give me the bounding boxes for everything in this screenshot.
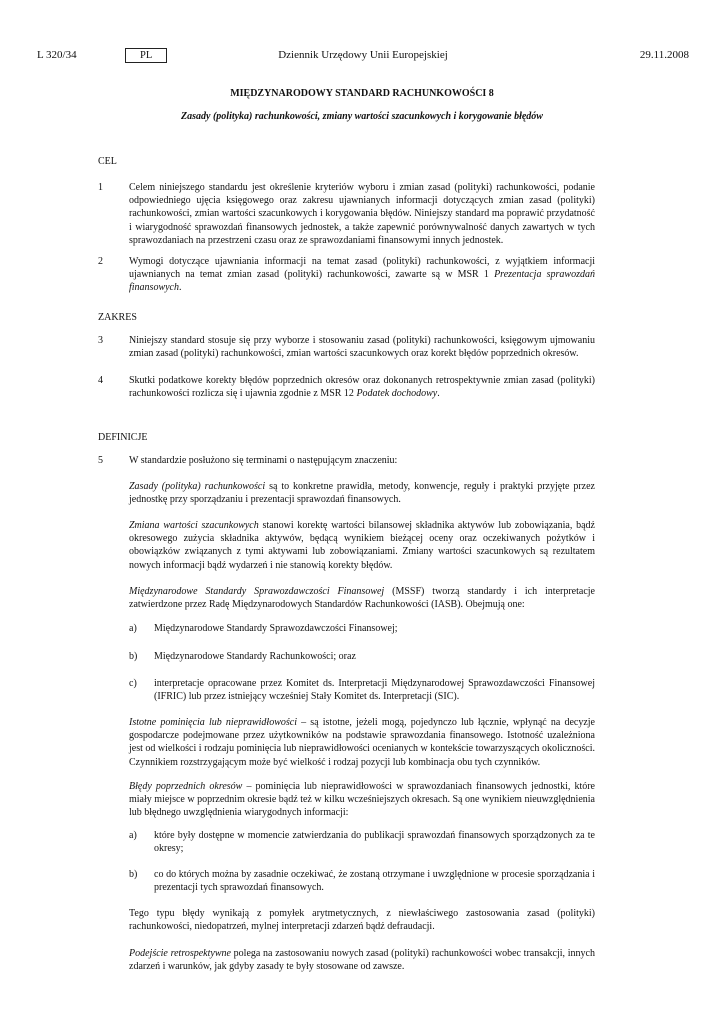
language-badge: PL: [125, 48, 167, 63]
paragraph-2: [98, 255, 595, 295]
section-heading-definicje: DEFINICJE: [98, 432, 148, 443]
list-item: a) które były dostępne w momencie zatwierdzania do publikacji sprawozdań finansowych sporządzonych za te okresy;: [129, 830, 595, 855]
paragraph-text: Skutki podatkowe korekty błędów poprzednich okresów oraz dokonanych retrospektywnie zmian zasad (polityki) rachunkowości rozlicza się i ujawnia zgodnie z MSR 12 Podatek dochodowy.: [129, 375, 595, 400]
document-subtitle: Zasady (polityka) rachunkowości, zmiany wartości szacunkowych i korygowanie błędów: [181, 111, 543, 122]
section-heading-zakres: ZAKRES: [98, 312, 137, 323]
definition-prior-period-errors: Błędy poprzednich okresów – pominięcia lub nieprawidłowości w sprawozdaniach finansowych jednostki, które miały miejsce w poprzednim okresie bądź też w kilku wcześniejszych okresach. Są one wynikiem nieuwzględnienia lub błędnego uwzględnienia wiarygodnych informacji:: [129, 781, 595, 819]
cited-standard-title: Prezentacja sprawozdań finansowych: [129, 269, 595, 294]
defined-term: Podejście retrospektywne: [129, 948, 231, 959]
section-heading-cel: CEL: [98, 156, 117, 167]
paragraph-number: 1: [98, 182, 103, 193]
paragraph-4: [98, 374, 595, 400]
page-header: [37, 49, 689, 63]
defined-term: Błędy poprzednich okresów: [129, 781, 243, 792]
paragraph-5: [98, 454, 595, 467]
defined-term: Międzynarodowe Standardy Sprawozdawczości Finansowej: [129, 586, 385, 597]
defined-term: Zmiana wartości szacunkowych: [129, 520, 259, 531]
defined-term: Istotne pominięcia lub nieprawidłowości: [129, 717, 297, 728]
paragraph-text: W standardzie posłużono się terminami o następującym znaczeniu:: [129, 455, 398, 466]
paragraph-text: Celem niniejszego standardu jest określenie kryteriów wyboru i zmian zasad (polityki) rachunkowości, podanie odpowiedniego ujęcia księgowego oraz zakresu ujawnianych informacji dotyczących zmian zasad (polityki) rachunkowości, zmian wartości szacunkowych i korygowania błędów. Niniejszy standard ma poprawić przydatność i wiarygodność sprawozdań finansowych jednostek, a także zapewnić porównywalność danych zawartych w tych sprawozdaniach na przestrzeni czasu oraz ze sprawozdaniami finansowymi innych jednostek.: [129, 182, 595, 246]
paragraph-3: [98, 334, 595, 360]
cited-standard-title: Podatek dochodowy: [356, 388, 438, 400]
definition-material-omissions: Istotne pominięcia lub nieprawidłowości – są istotne, jeżeli mogą, pojedynczo lub łącznie, wpłynąć na decyzje gospodarcze podejmowane przez użytkowników na podstawie sprawozdania finansowego. Istotność uzależniona jest od wielkości i rodzaju pominięcia lub nieprawidłowości ocenianych w kontekście towarzyszących okoliczności. Czynnikiem rozstrzygającym może być wielkość i rodzaj pozycji lub kombinacja obu tych czynników.: [129, 717, 595, 768]
paragraph-1: [98, 181, 595, 247]
paragraph-text: Wymogi dotyczące ujawniania informacji na temat zasad (polityki) rachunkowości, z wyjątkiem informacji ujawnianych na temat zmian zasad (polityki) rachunkowości, zawarte są w MSR 1 Prezentacja sprawozdań finansowych.: [129, 256, 595, 294]
list-item: a) Międzynarodowe Standardy Sprawozdawczości Finansowej;: [129, 623, 398, 634]
paragraph-number: 2: [98, 256, 103, 267]
paragraph-number: 4: [98, 375, 103, 386]
definition-change-in-estimates: Zmiana wartości szacunkowych stanowi korektę wartości bilansowej składnika aktywów lub zobowiązania, bądź okresowego zużycia składnika aktywów, będącą wynikiem bieżącej oceny oraz oczekiwanych pożytków i obowiązków związanych z tymi aktywami lub zobowiązaniami. Zmiany wartości szacunkowych są rezultatem nowych informacji bądź wydarzeń i nie stanowią korekty błędów.: [129, 520, 595, 571]
paragraph-number: 3: [98, 335, 103, 346]
journal-title: Dziennik Urzędowy Unii Europejskiej: [278, 49, 448, 61]
paragraph-text: Niniejszy standard stosuje się przy wyborze i stosowaniu zasad (polityki) rachunkowości, księgowym ujmowaniu zmian zasad (polityki) rachunkowości, zmian wartości szacunkowych oraz korekt błędów poprzednich okresów.: [129, 335, 595, 360]
defined-term: Zasady (polityka) rachunkowości: [129, 481, 266, 492]
definition-ifrs: Międzynarodowe Standardy Sprawozdawczości Finansowej (MSSF) tworzą standardy i ich interpretacje zatwierdzone przez Radę Międzynarodowych Standardów Rachunkowości (IASB). Obejmują one:: [129, 586, 595, 611]
publication-date: 29.11.2008: [639, 49, 689, 61]
list-item: b) co do których można by zasadnie oczekiwać, że zostaną otrzymane i uwzględnione w procesie sporządzania i prezentacji tych sprawozdań finansowych.: [129, 869, 595, 894]
document-title: MIĘDZYNARODOWY STANDARD RACHUNKOWOŚCI 8: [230, 88, 494, 99]
paragraph-number: 5: [98, 455, 103, 466]
definition-accounting-policies: Zasady (polityka) rachunkowości są to konkretne prawidła, metody, konwencje, reguły i praktyki przyjęte przez jednostkę przy sporządzaniu i prezentacji sprawozdań finansowych.: [129, 481, 595, 506]
page-reference: L 320/34: [37, 49, 77, 61]
errors-note: Tego typu błędy wynikają z pomyłek arytmetycznych, z niewłaściwego zastosowania zasad (polityki) rachunkowości, niedopatrzeń, mylnej interpretacji zdarzeń bądź defraudacji.: [129, 908, 595, 933]
definition-retrospective-application: Podejście retrospektywne polega na zastosowaniu nowych zasad (polityki) rachunkowości wobec transakcji, innych zdarzeń i warunków, jak gdyby zasady te były stosowane od zawsze.: [129, 948, 595, 973]
list-item: b) Międzynarodowe Standardy Rachunkowości; oraz: [129, 651, 356, 662]
list-item: c) interpretacje opracowane przez Komitet ds. Interpretacji Międzynarodowej Sprawozdawczości Finansowej (IFRIC) lub przez istniejący wcześniej Stały Komitet ds. Interpretacji (SIC).: [129, 678, 595, 703]
